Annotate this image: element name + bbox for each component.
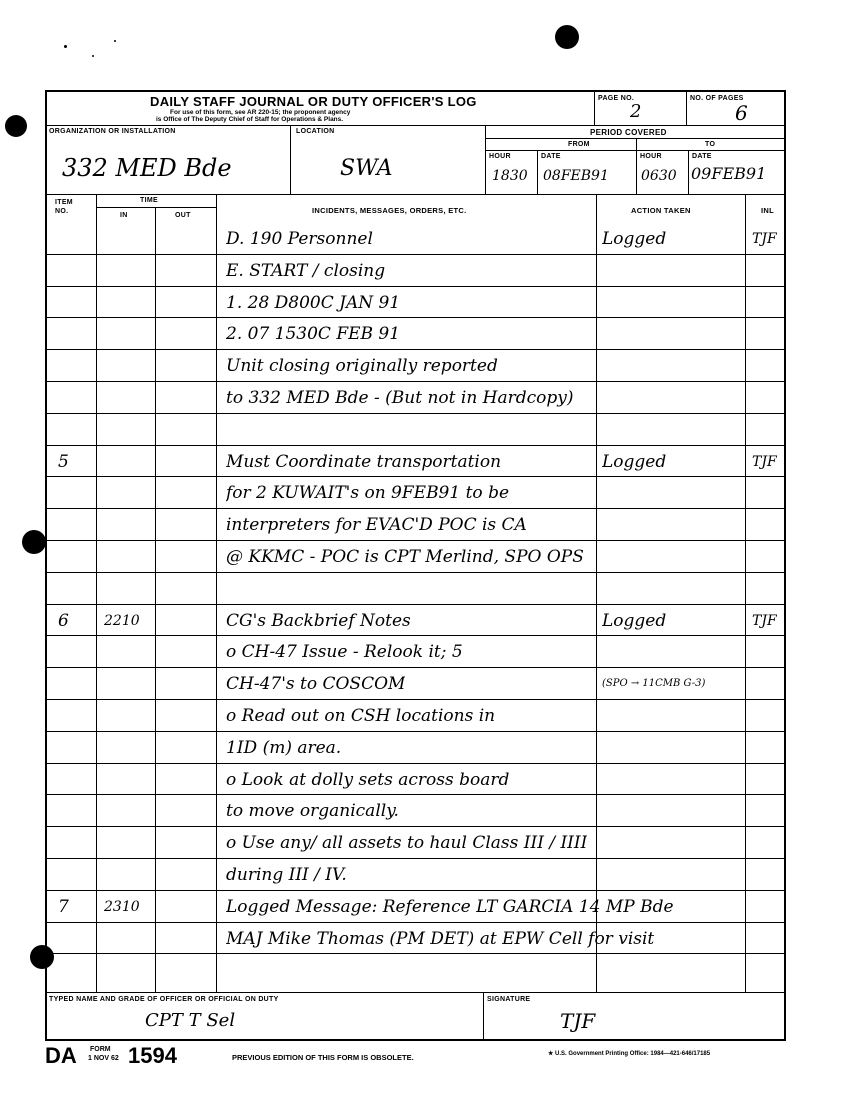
speck: [64, 45, 67, 48]
entry-text[interactable]: interpreters for EVAC'D POC is CA: [226, 516, 527, 535]
entry-text[interactable]: Unit closing originally reported: [226, 357, 498, 376]
signature-label: SIGNATURE: [487, 996, 531, 1003]
form-subtitle-1: For use of this form, see AR 220-15; the proponent agency: [170, 109, 351, 116]
from-date-value[interactable]: 08FEB91: [543, 168, 609, 184]
incidents-label: INCIDENTS, MESSAGES, ORDERS, ETC.: [312, 206, 467, 215]
location-value[interactable]: SWA: [340, 156, 393, 181]
action-taken-label: ACTION TAKEN: [631, 206, 691, 215]
entry-text[interactable]: o CH-47 Issue - Relook it; 5: [226, 643, 463, 662]
gpo-note: ★ U.S. Government Printing Office: 1984—421-646/17185: [548, 1051, 711, 1057]
entry-text[interactable]: 2. 07 1530C FEB 91: [226, 325, 401, 344]
form-word: FORM: [90, 1046, 111, 1053]
punch-hole-mark: [22, 530, 46, 554]
org-label: ORGANIZATION OR INSTALLATION: [49, 128, 176, 135]
entry-text[interactable]: Logged Message: Reference LT GARCIA 14 MP Bde: [226, 897, 674, 916]
no-of-pages-label: NO. OF PAGES: [690, 95, 744, 102]
signature-value[interactable]: TJF: [560, 1009, 596, 1033]
entry-item-no[interactable]: 5: [58, 451, 69, 472]
speck: [92, 55, 94, 57]
entry-text[interactable]: MAJ Mike Thomas (PM DET) at EPW Cell for visit: [226, 929, 655, 948]
from-date-label: DATE: [541, 153, 561, 160]
in-label: IN: [120, 212, 128, 219]
from-hour-label: HOUR: [489, 153, 511, 160]
out-label: OUT: [175, 212, 191, 219]
item-no-label: ITEM NO.: [55, 199, 73, 215]
entry-text[interactable]: CG's Backbrief Notes: [226, 611, 411, 630]
entry-action[interactable]: Logged: [602, 452, 667, 471]
entry-text[interactable]: to 332 MED Bde - (But not in Hardcopy): [226, 389, 574, 407]
no-of-pages-value[interactable]: 6: [735, 101, 748, 125]
entry-action[interactable]: Logged: [602, 230, 667, 248]
entry-text[interactable]: CH-47's to COSCOM: [226, 675, 406, 694]
to-hour-value[interactable]: 0630: [641, 168, 677, 184]
org-value[interactable]: 332 MED Bde: [62, 154, 232, 182]
inl-label: INL: [761, 206, 774, 215]
punch-hole-mark: [5, 115, 27, 137]
period-covered-label: PERIOD COVERED: [590, 128, 667, 137]
entry-inl[interactable]: TJF: [752, 612, 777, 629]
entry-text[interactable]: o Read out on CSH locations in: [226, 707, 496, 725]
page-no-label: PAGE NO.: [598, 95, 635, 102]
time-label: TIME: [140, 197, 158, 204]
to-hour-label: HOUR: [640, 153, 662, 160]
location-label: LOCATION: [296, 128, 335, 135]
entry-text[interactable]: during III / IV.: [226, 866, 347, 884]
form-number: 1594: [128, 1043, 177, 1068]
entry-text[interactable]: 1. 28 D800C JAN 91: [226, 293, 401, 312]
entry-text[interactable]: o Use any/ all assets to haul Class III / IIII: [226, 834, 588, 853]
entry-text[interactable]: @ KKMC - POC is CPT Merlind, SPO OPS: [226, 548, 584, 566]
to-label: TO: [705, 141, 716, 148]
entry-action[interactable]: Logged: [602, 611, 667, 630]
to-date-value[interactable]: 09FEB91: [691, 164, 767, 183]
from-label: FROM: [568, 141, 590, 148]
entry-action[interactable]: (SPO → 11CMB G-3): [602, 678, 706, 690]
form-title: DAILY STAFF JOURNAL OR DUTY OFFICER'S LOG: [150, 94, 477, 109]
form-da: DA: [45, 1043, 77, 1068]
entry-item-no[interactable]: 6: [58, 610, 69, 631]
page-no-value[interactable]: 2: [630, 101, 642, 122]
from-hour-value[interactable]: 1830: [492, 168, 528, 184]
previous-edition-note: PREVIOUS EDITION OF THIS FORM IS OBSOLETE.: [232, 1053, 414, 1062]
typed-name-value[interactable]: CPT T Sel: [145, 1010, 236, 1031]
entry-inl[interactable]: TJF: [752, 453, 777, 470]
form-date: 1 NOV 62: [88, 1055, 119, 1062]
typed-name-label: TYPED NAME AND GRADE OF OFFICER OR OFFICIAL ON DUTY: [49, 996, 279, 1003]
entry-text[interactable]: E. START / closing: [226, 261, 386, 280]
punch-hole-mark: [555, 25, 579, 49]
entry-inl[interactable]: TJF: [752, 231, 777, 247]
entry-text[interactable]: for 2 KUWAIT's on 9FEB91 to be: [226, 484, 510, 503]
entry-text[interactable]: o Look at dolly sets across board: [226, 770, 510, 789]
entry-text[interactable]: 1ID (m) area.: [226, 738, 342, 757]
entry-text[interactable]: to move organically.: [226, 802, 399, 821]
entry-text[interactable]: Must Coordinate transportation: [226, 452, 502, 471]
entry-time-in[interactable]: 2310: [104, 898, 140, 915]
speck: [114, 40, 116, 42]
entry-text[interactable]: D. 190 Personnel: [226, 230, 373, 248]
entry-time-in[interactable]: 2210: [104, 612, 140, 629]
entry-item-no[interactable]: 7: [58, 896, 69, 917]
to-date-label: DATE: [692, 153, 712, 160]
form-subtitle-2: is Office of The Deputy Chief of Staff for Operations & Plans.: [156, 116, 344, 123]
